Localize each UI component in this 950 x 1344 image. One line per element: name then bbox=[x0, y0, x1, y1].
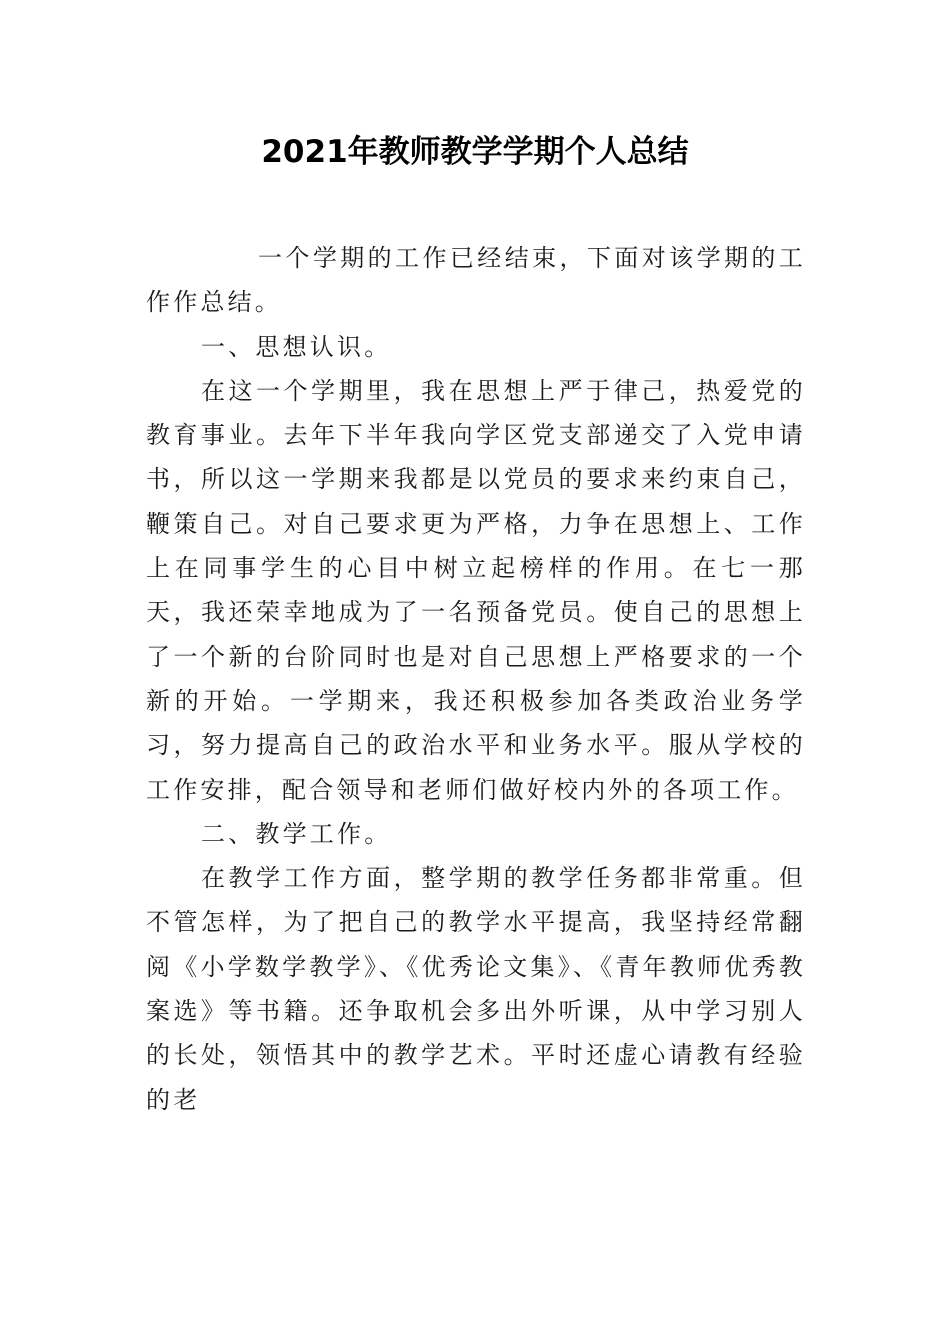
section-heading-teaching: 二、教学工作。 bbox=[201, 819, 392, 848]
document-title: 2021年教师教学学期个人总结 bbox=[261, 134, 689, 170]
body-paragraph-teaching: 在教学工作方面，整学期的教学任务都非常重。但不管怎样，为了把自己的教学水平提高，我坚持经常翻阅《小学数学教学》、《优秀论文集》、《青年教师优秀教案选》等书籍。还争取机会多出外听课，从中学习别人的长处，领悟其中的教学艺术。平时还虚心请教有经验的老 bbox=[146, 864, 806, 1114]
body-paragraph-thought: 在这一个学期里，我在思想上严于律己，热爱党的教育事业。去年下半年我向学区党支部递交了入党申请书，所以这一学期来我都是以党员的要求来约束自己，鞭策自己。对自己要求更为严格，力争在思想上、工作上在同事学生的心目中树立起榜样的作用。在七一那天，我还荣幸地成为了一名预备党员。使自己的思想上了一个新的台阶同时也是对自己思想上严格要求的一个新的开始。一学期来，我还积极参加各类政治业务学习，努力提高自己的政治水平和业务水平。服从学校的工作安排，配合领导和老师们做好校内外的各项工作。 bbox=[146, 376, 806, 804]
intro-paragraph: 一个学期的工作已经结束，下面对该学期的工作作总结。 bbox=[146, 244, 806, 317]
section-heading-thought: 一、思想认识。 bbox=[201, 332, 392, 361]
document-body bbox=[146, 236, 806, 1122]
